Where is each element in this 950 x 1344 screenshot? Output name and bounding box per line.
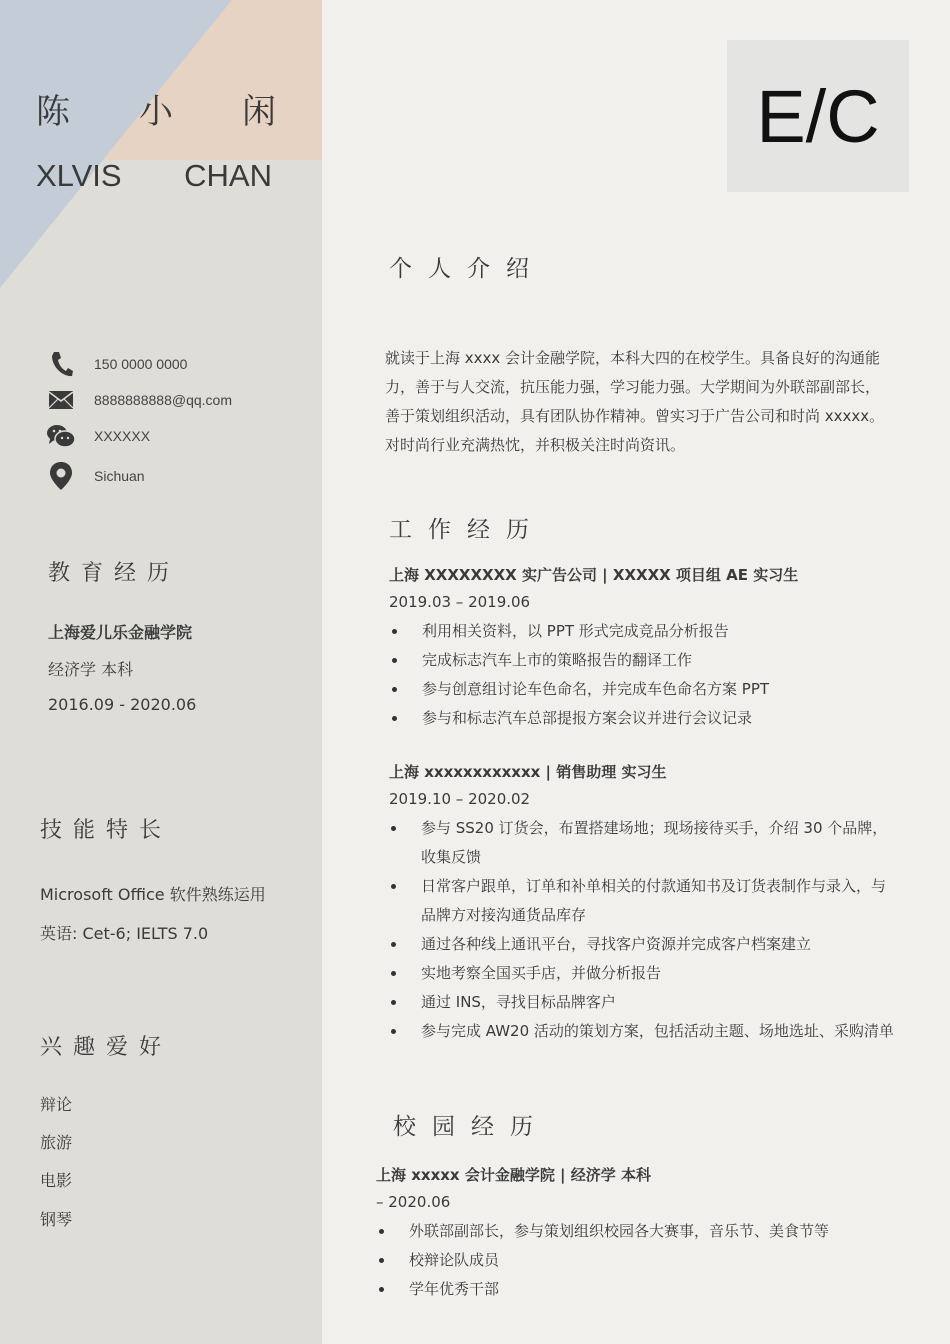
mail-icon [44,385,78,415]
name-english [36,158,272,194]
list-item: 实地考察全国买手店，并做分析报告 [388,959,898,988]
email-address: 8888888888@qq.com [94,392,232,408]
last-name: CHAN [184,158,272,193]
campus-heading: 校园经历 [393,1114,549,1140]
name-char: 小 [139,92,173,132]
education-school: 上海爱儿乐金融学院 [48,623,193,642]
list-item: 参与创意组讨论车色命名，并完成车色命名方案 PPT [389,675,894,704]
logo-monogram: E/C [756,74,880,158]
name-char: 陈 [36,92,70,132]
job-title: 上海 xxxxxxxxxxxx | 销售助理 实习生 [389,763,667,781]
phone-number: 150 0000 0000 [94,356,188,372]
campus-period: – 2020.06 [376,1193,451,1211]
phone-icon [44,349,78,379]
location-icon [44,461,78,491]
list-item: 参与和标志汽车总部提报方案会议并进行会议记录 [389,704,894,733]
list-item: 利用相关资料，以 PPT 形式完成竞品分析报告 [389,617,894,646]
education-major: 经济学 本科 [48,660,134,679]
sidebar [0,0,322,1344]
education-period: 2016.09 - 2020.06 [48,695,197,714]
job-period: 2019.03 – 2019.06 [389,593,531,611]
list-item: 通过各种线上通讯平台，寻找客户资源并完成客户档案建立 [388,930,898,959]
logo-box [727,40,909,192]
education-heading: 教育经历 [48,561,181,586]
wechat-icon [44,421,78,451]
skill-item: Microsoft Office 软件熟练运用 [40,885,266,904]
first-name: XLVIS [36,158,122,193]
name-char: 闲 [242,92,276,132]
list-item: 学年优秀干部 [376,1275,896,1304]
work-heading: 工作经历 [389,517,545,543]
list-item: 外联部副部长，参与策划组织校园各大赛事，音乐节、美食节等 [376,1217,896,1246]
list-item: 参与 SS20 订货会，布置搭建场地；现场接待买手，介绍 30 个品牌，收集反馈 [388,814,898,872]
hobbies-heading: 兴趣爱好 [40,1035,173,1060]
list-item: 通过 INS，寻找目标品牌客户 [388,988,898,1017]
list-item: 校辩论队成员 [376,1246,896,1275]
job-bullets [388,814,898,1046]
list-item: 参与完成 AW20 活动的策划方案，包括活动主题、场地选址、采购清单 [388,1017,898,1046]
name-chinese [36,84,276,133]
wechat-id: XXXXXX [94,428,151,444]
contact-list [44,346,232,498]
campus-title: 上海 xxxxx 会计金融学院 | 经济学 本科 [376,1166,651,1184]
job-bullets [389,617,894,733]
list-item: 完成标志汽车上市的策略报告的翻译工作 [389,646,894,675]
corner-decoration [0,0,322,290]
contact-phone [44,346,232,382]
job-period: 2019.10 – 2020.02 [389,790,531,808]
hobby-item: 旅游 [40,1133,73,1152]
skill-item: 英语: Cet-6; IELTS 7.0 [40,924,209,943]
location: Sichuan [94,468,145,484]
contact-wechat [44,418,232,454]
intro-text: 就读于上海 xxxx 会计金融学院，本科大四的在校学生。具备良好的沟通能力，善于与人交流，抗压能力强，学习能力强。大学期间为外联部副部长，善于策划组织活动，具有团队协作精神。曾实习于广告公司和时尚 xxxxx。对时尚行业充满热忱，并积极关注时尚资讯。 [385,349,885,454]
job-title: 上海 XXXXXXXX 实广告公司 | XXXXX 项目组 AE 实习生 [389,566,799,584]
hobby-item: 电影 [40,1171,73,1190]
hobby-item: 钢琴 [40,1210,73,1229]
list-item: 日常客户跟单，订单和补单相关的付款通知书及订货表制作与录入，与品牌方对接沟通货品库存 [388,872,898,930]
skills-heading: 技能特长 [40,818,173,843]
hobby-item: 辩论 [40,1095,73,1114]
campus-bullets [376,1217,896,1304]
intro-heading: 个人介绍 [389,256,545,282]
contact-email [44,382,232,418]
contact-location [44,454,232,498]
